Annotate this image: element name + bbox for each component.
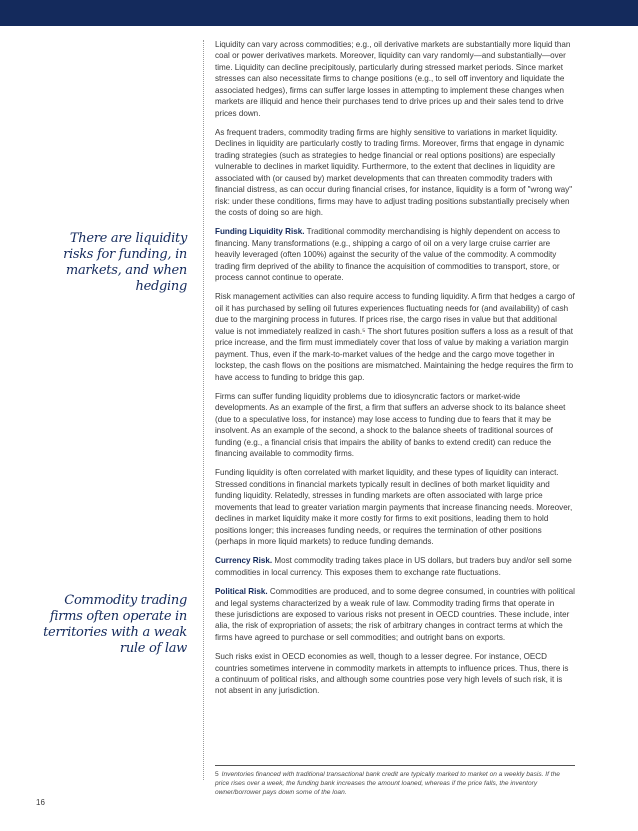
heading-political-risk: Political Risk.	[215, 587, 268, 597]
paragraph-funding-liquidity-risk: Funding Liquidity Risk. Traditional commodity merchandising is highly dependent on access to financing. Many transformations (e.g., shipping a cargo of oil on a very large cruise carrier are heavily leveraged (often 100%) against the security of the value of the commodity. A commodity trading firm deprived of the ability to finance the acquisition of commodities to transport, store, or process cannot continue to operate.	[215, 227, 561, 283]
heading-currency-risk: Currency Risk.	[215, 556, 273, 566]
pull-quote-liquidity: There are liquidity risks for funding, in markets, and when hedging	[63, 231, 187, 294]
paragraph-market-liquidity-variation: Liquidity can vary across commodities; e.g., oil derivative markets are substantially more liquid than coal or power derivatives markets. Moreover, liquidity can vary randomly—and substantially—over time. Liquidity can decline precipitously, particularly during stressed market periods. Since market stresses can also necessitate firms to change positions (e.g., to sell off inventory and liquidate the associated hedges), firms can suffer large losses in attempting to implement these changes when markets are illiquid and hence their purchases tend to drive prices up and their sales tend to drive prices down.	[215, 40, 571, 118]
paragraph-risk-management-funding: Risk management activities can also require access to funding liquidity. A firm that hedges a cargo of oil it has purchased by selling oil futures experiences fluctuating needs for (and availability) of cash due to the margining process in futures. If prices rise, the cargo rises in value but that additional value is not immediately realized in cash.⁵ The short futures position suffers a loss as a result of that price increase, and the firm must immediately cover that loss of value by making a variation margin payment. Thus, even if the mark-to-market values of the hedge and the cargo move together in lockstep, the cash flows on the positions are mismatched. Maintaining the hedge requires the firm to have access to funding to bridge this gap.	[215, 292, 575, 382]
footnote	[215, 770, 575, 797]
footnote-number: 5	[215, 771, 219, 778]
footnote-rule	[215, 765, 575, 766]
header-band	[0, 0, 638, 26]
paragraph-currency-risk: Currency Risk. Most commodity trading takes place in US dollars, but traders buy and/or sell some commodities in local currency. This exposes them to exchange rate fluctuations.	[215, 556, 572, 577]
body-text-column	[215, 39, 575, 705]
heading-funding-liquidity-risk: Funding Liquidity Risk.	[215, 227, 305, 237]
column-divider	[203, 40, 204, 780]
paragraph-idiosyncratic-factors: Firms can suffer funding liquidity problems due to idiosyncratic factors or market-wide developments. As an example of the first, a firm that suffers an adverse shock to its balance sheet (due to a speculative loss, for instance) may lose access to funding due to fears that it may be insolvent. As an example of the second, a shock to the balance sheets of traditional sources of funding (e.g., a financial crisis that impairs the ability of banks to extend credit) can reduce the financing available to commodity firms.	[215, 391, 566, 459]
page-number: 16	[36, 798, 45, 807]
paragraph-trading-firm-sensitivity: As frequent traders, commodity trading firms are highly sensitive to variations in market liquidity. Declines in liquidity are particularly costly to trading firms. Moreover, firms that engage in dynamic trading strategies (such as strategies to hedge financial or real options positions) are especially vulnerable to declines in market liquidity. Furthermore, to the extent that declines in liquidity are associated with (or caused by) market developments that can threaten commodity traders with financial distress, as can occur during financial crises, for instance, liquidity is a form of "wrong way" risk: under these conditions, firms may have to adjust trading positions substantially precisely when the costs of doing so are high.	[215, 127, 573, 218]
paragraph-oecd-risks: Such risks exist in OECD economies as well, though to a lesser degree. For instance, OECD countries sometimes intervene in commodity markets in attempts to influence prices. Thus, there is a continuum of political risks, and although some countries pose very high levels of such risk, it is not absent in any jurisdiction.	[215, 652, 569, 696]
paragraph-liquidity-correlation: Funding liquidity is often correlated with market liquidity, and these types of liquidity can interact. Stressed conditions in financial markets typically result in declines of both market liquidity and funding liquidity. Relatedly, stresses in funding markets are often associated with large price movements that lead to greater variation margin payments that increase financing needs. Moreover, declines in market liquidity make it more costly for firms to exit positions, leading them to hold positions longer; this increases funding needs, or requires the termination of other positions (perhaps in more liquid markets) to reduce funding demands.	[215, 468, 573, 547]
paragraph-political-risk: Political Risk. Commodities are produced, and to some degree consumed, in countries with political and legal systems characterized by a weak rule of law. Commodity trading firms that operate in these jurisdictions are exposed to various risks not present in OECD countries. These include, inter alia, the risk of expropriation of assets; the risk of arbitrary changes in contract terms at which the firms have agreed to purchase or sell commodities; and outright bans on exports.	[215, 587, 575, 642]
footnote-text: Inventories financed with traditional transactional bank credit are typically marked to market on a weekly basis. If the price rises over a week, the funding bank increases the amount loaned, whereas if the price falls, the inventory owner/borrower pays down some of the loan.	[215, 771, 560, 797]
pull-quote-rule-of-law: Commodity trading firms often operate in territories with a weak rule of law	[43, 593, 187, 656]
